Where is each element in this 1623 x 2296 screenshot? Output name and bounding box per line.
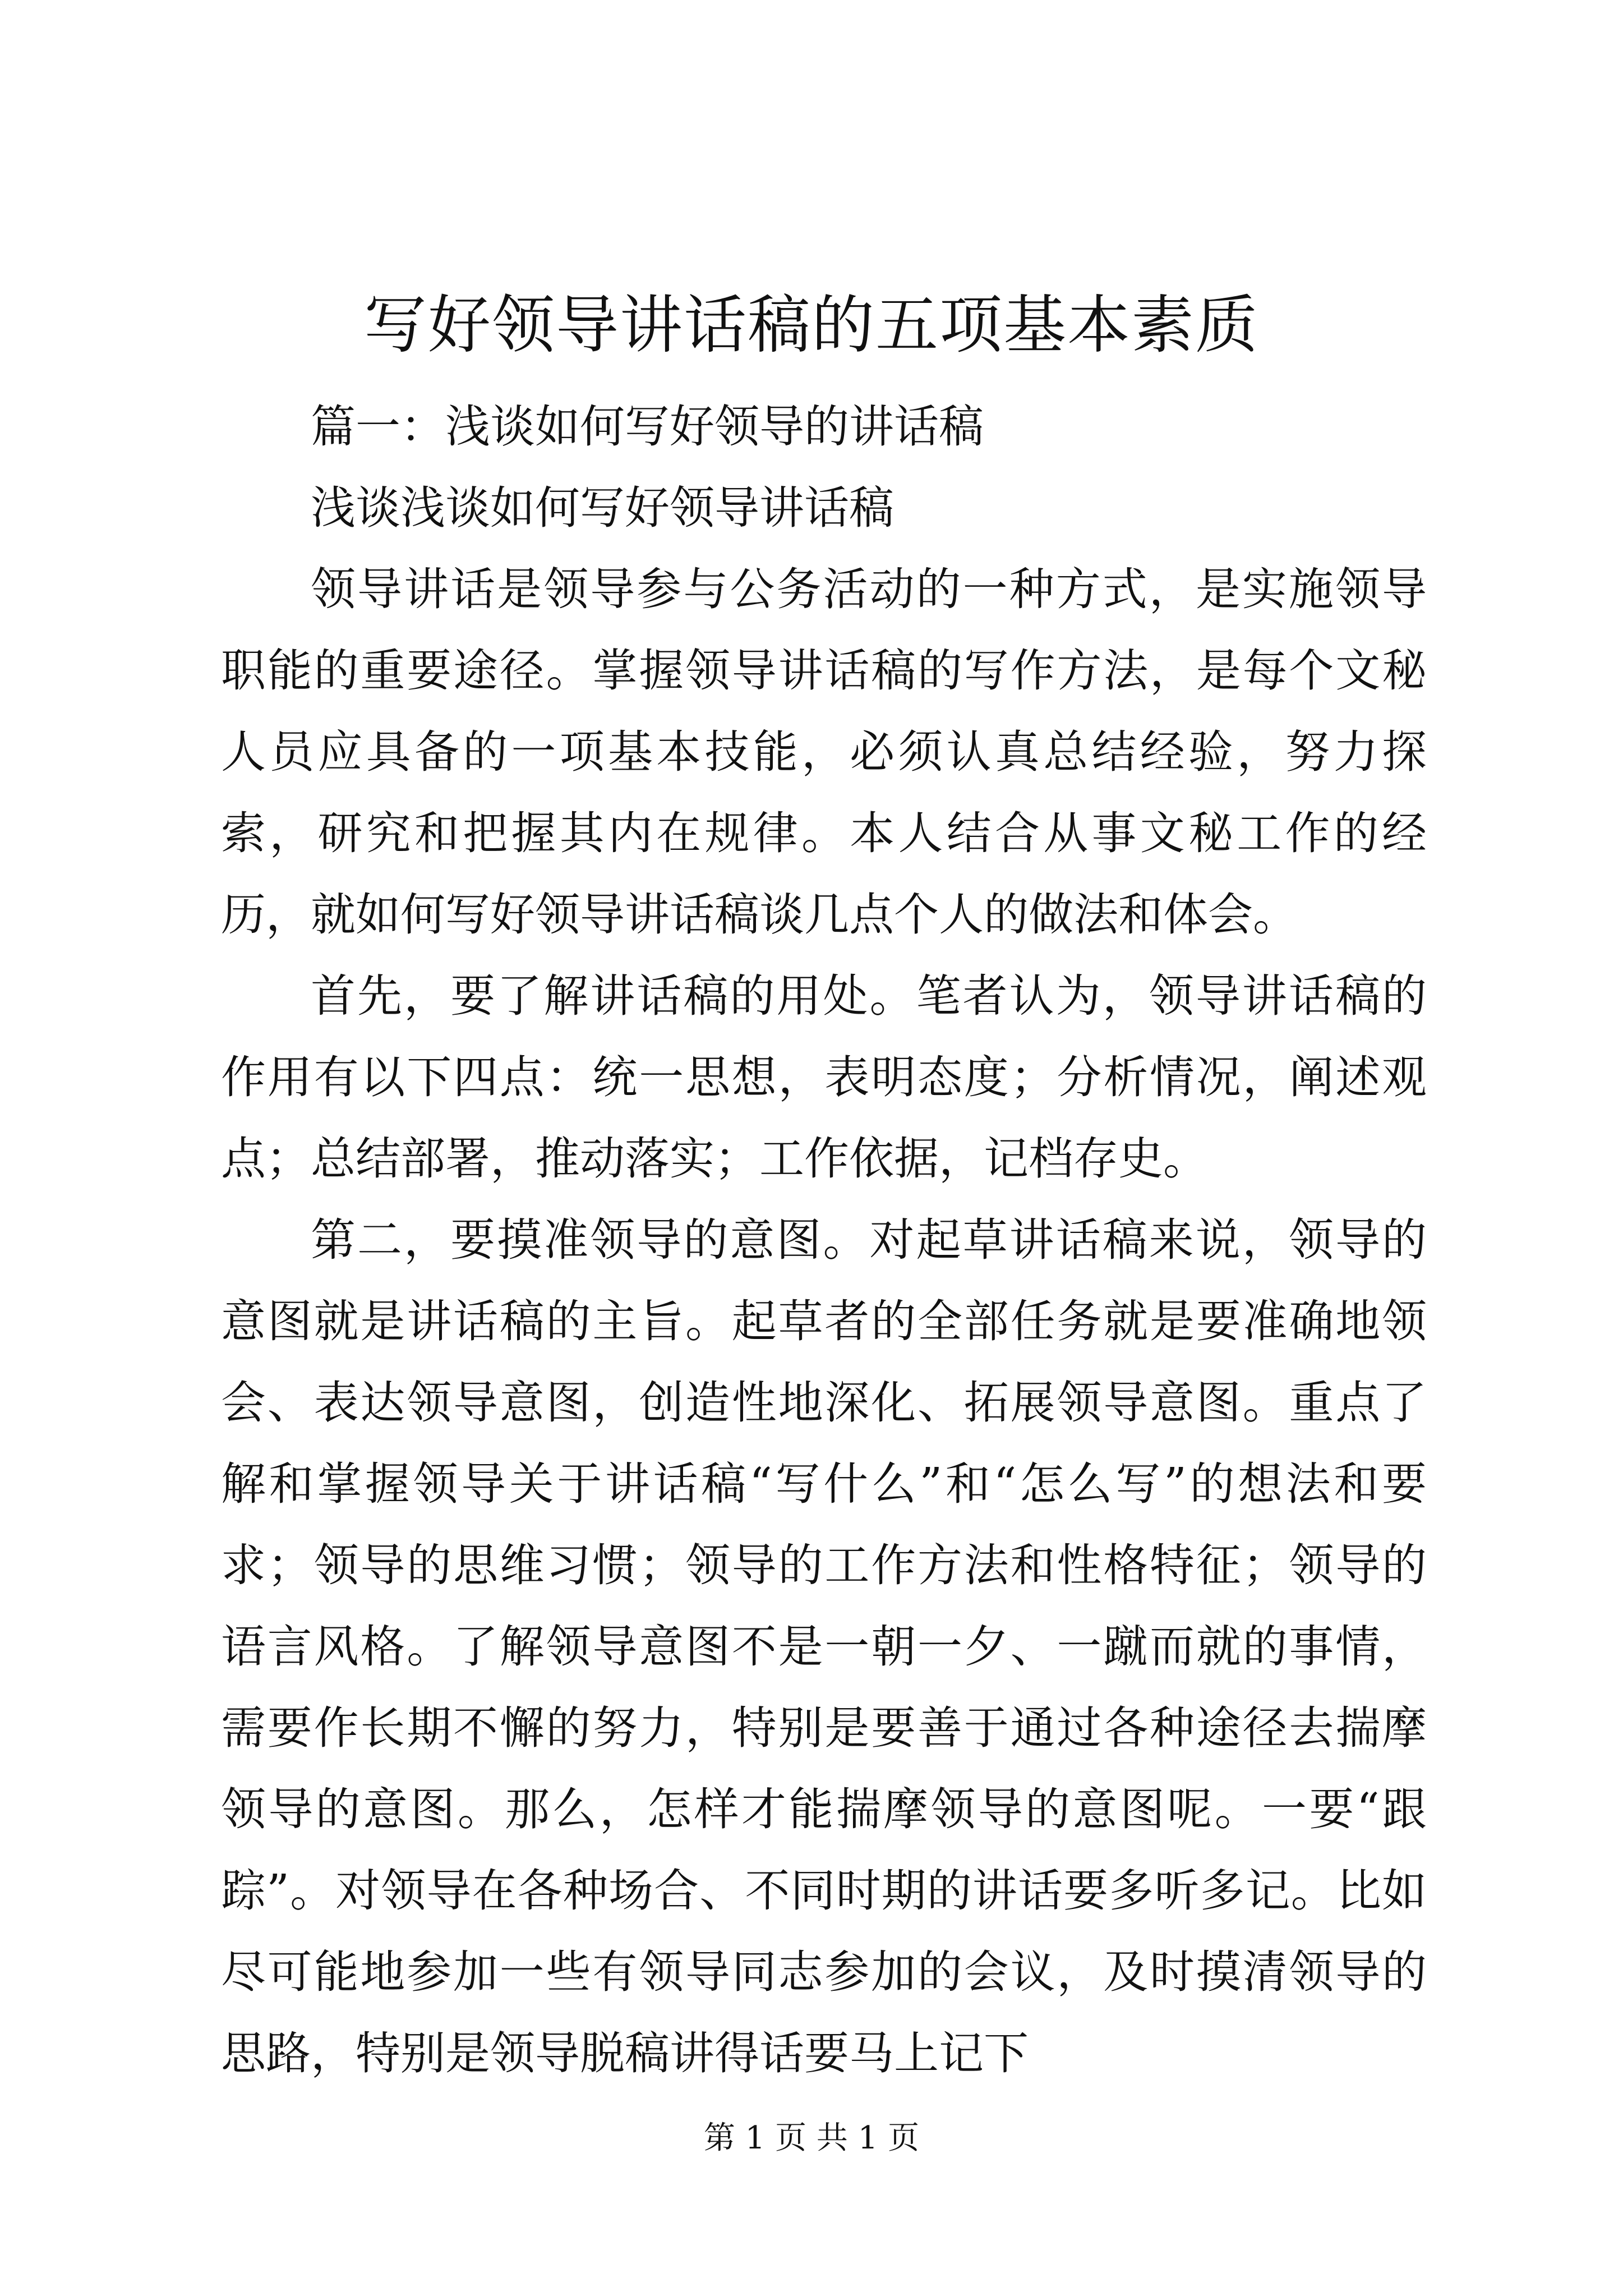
document-title: 写好领导讲话稿的五项基本素质: [364, 289, 1259, 362]
paragraph-first-point: 首先，要了解讲话稿的用处。笔者认为，领导讲话稿的作用有以下四点：统一思想，表明态度；分析情况，阐述观点；总结部署，推动落实；工作依据，记档存史。: [221, 970, 1427, 1185]
paragraph-subtitle: 浅谈浅谈如何写好领导讲话稿: [311, 482, 894, 534]
paragraph-second-point: 第二，要摸准领导的意图。对起草讲话稿来说，领导的意图就是讲话稿的主旨。起草者的全部任务就是要准确地领会、表达领导意图，创造性地深化、拓展领导意图。重点了解和掌握领导关于讲话稿“写什么”和“怎么写”的想法和要求；领导的思维习惯；领导的工作方法和性格特征；领导的语言风格。了解领导意图不是一朝一夕、一蹴而就的事情，需要作长期不懈的努力，特别是要善于通过各种途径去揣摩领导的意图。那么，怎样才能揣摩领导的意图呢。一要“跟踪”。对领导在各种场合、不同时期的讲话要多听多记。比如尽可能地参加一些有领导同志参加的会议，及时摸清领导的思路，特别是领导脱稿讲得话要马上记下: [221, 1214, 1427, 2079]
paragraph-intro: 领导讲话是领导参与公务活动的一种方式，是实施领导职能的重要途径。掌握领导讲话稿的写作方法，是每个文秘人员应具备的一项基本技能，必须认真总结经验，努力探索，研究和把握其内在规律。本人结合从事文秘工作的经历，就如何写好领导讲话稿谈几点个人的做法和体会。: [221, 563, 1427, 941]
paragraph-section-heading: 篇一：浅谈如何写好领导的讲话稿: [311, 401, 984, 453]
document-body: [221, 386, 1427, 2094]
page-footer: 第 1 页 共 1 页: [703, 2120, 920, 2156]
